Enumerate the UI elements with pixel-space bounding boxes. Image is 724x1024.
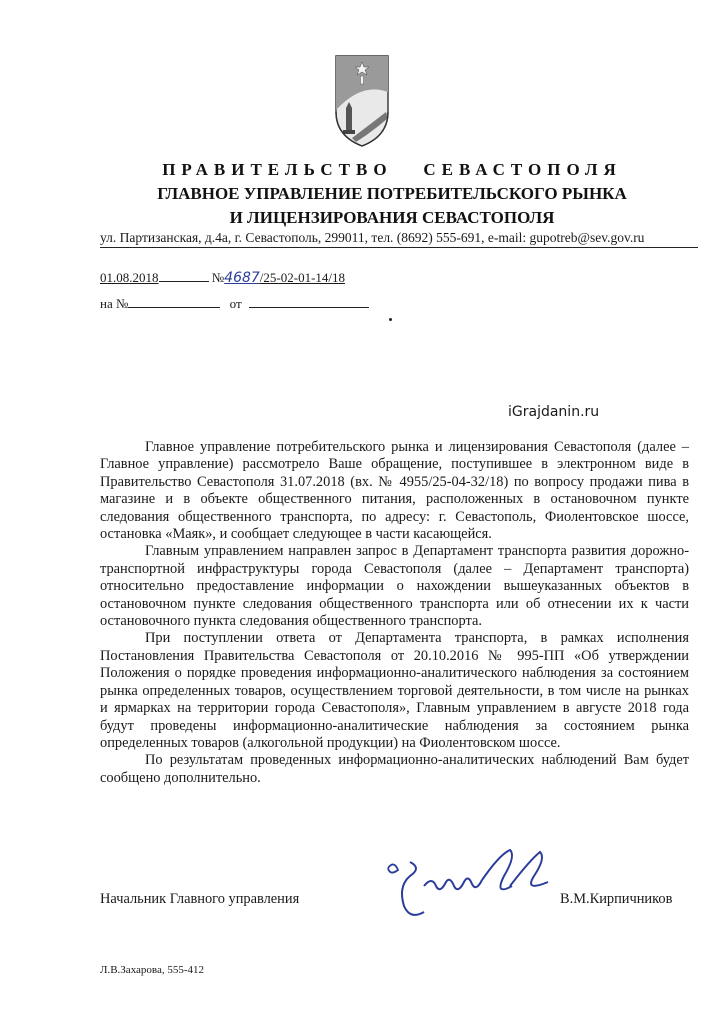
reply-number-blank bbox=[128, 307, 220, 308]
date-blank bbox=[159, 281, 209, 282]
sevastopol-coat-of-arms-icon bbox=[332, 52, 392, 150]
handwritten-signature bbox=[380, 846, 560, 930]
from-label: от bbox=[229, 296, 242, 311]
government-title: ПРАВИТЕЛЬСТВО СЕВАСТОПОЛЯ bbox=[162, 160, 622, 179]
executor-contact: Л.В.Захарова, 555-412 bbox=[100, 964, 205, 976]
outgoing-reference bbox=[100, 270, 345, 286]
stray-mark bbox=[389, 318, 392, 321]
department-address: ул. Партизанская, д.4а, г. Севастополь, 299011, тел. (8692) 555-691, e-mail: gupotreb@sev.gov.ru bbox=[100, 230, 645, 245]
header-divider bbox=[100, 247, 698, 248]
department-title-line2: И ЛИЦЕНЗИРОВАНИЯ СЕВАСТОПОЛЯ bbox=[229, 208, 555, 227]
letter-body bbox=[100, 439, 689, 787]
number-suffix: /25-02-01-14/18 bbox=[259, 270, 346, 285]
outgoing-date: 01.08.2018 bbox=[100, 270, 159, 285]
reply-label: на № bbox=[100, 296, 129, 311]
body-paragraph-3: При поступлении ответа от Департамента транспорта, в рамках исполнения Постановления Правительства Севастополя от 20.10.2016 № 995-ПП «Об утверждении Положения о порядке проведения информационно-аналитического наблюдения за состоянием рынка определенных товаров, осуществлением торговой деятельности, в том числе на рынках и ярмарках на территории города Севастополя», Главным управлением в августе 2018 года будут проведены информационно-аналитические наблюдения за состоянием рынка определенных товаров (алкогольной продукции) на Фиолентовском шоссе. bbox=[100, 630, 689, 751]
recipient: iGrajdanin.ru bbox=[508, 404, 600, 420]
body-paragraph-1: Главное управление потребительского рынка и лицензирования Севастополя (далее – Главное управление) рассмотрело Ваше обращение, поступившее в электронном виде в Правительство Севастополя 31.07.2018 (вх. № 4955/25-04-32/18) по вопросу продажи пива в магазине и в объекте общественного питания, расположенных в остановочном пункте следования общественного транспорта, по адресу: г. Севастополь, Фиолентовское шоссе, остановка «Маяк», и сообщает следующее в части касающейся. bbox=[100, 439, 689, 543]
reply-reference bbox=[100, 296, 369, 312]
number-sign: № bbox=[211, 270, 225, 285]
handwritten-number: 4687 bbox=[224, 270, 260, 286]
reply-date-blank bbox=[249, 307, 369, 308]
signatory-name: В.М.Кирпичников bbox=[560, 891, 673, 907]
body-paragraph-2: Главным управлением направлен запрос в Департамент транспорта развития дорожно-транспортной инфраструктуры города Севастополя (далее – Департамент транспорта) относительно предоставление информации о нахождении вышеуказанных объектов в остановочном пункте следования общественного транспорта или об отнесении их к части остановочного пункта следования общественного транспорта. bbox=[100, 543, 689, 630]
body-paragraph-4: По результатам проведенных информационно-аналитических наблюдений Вам будет сообщено дополнительно. bbox=[100, 752, 689, 786]
department-title-line1: ГЛАВНОЕ УПРАВЛЕНИЕ ПОТРЕБИТЕЛЬСКОГО РЫНКА bbox=[157, 184, 627, 203]
signatory-title: Начальник Главного управления bbox=[100, 891, 300, 907]
